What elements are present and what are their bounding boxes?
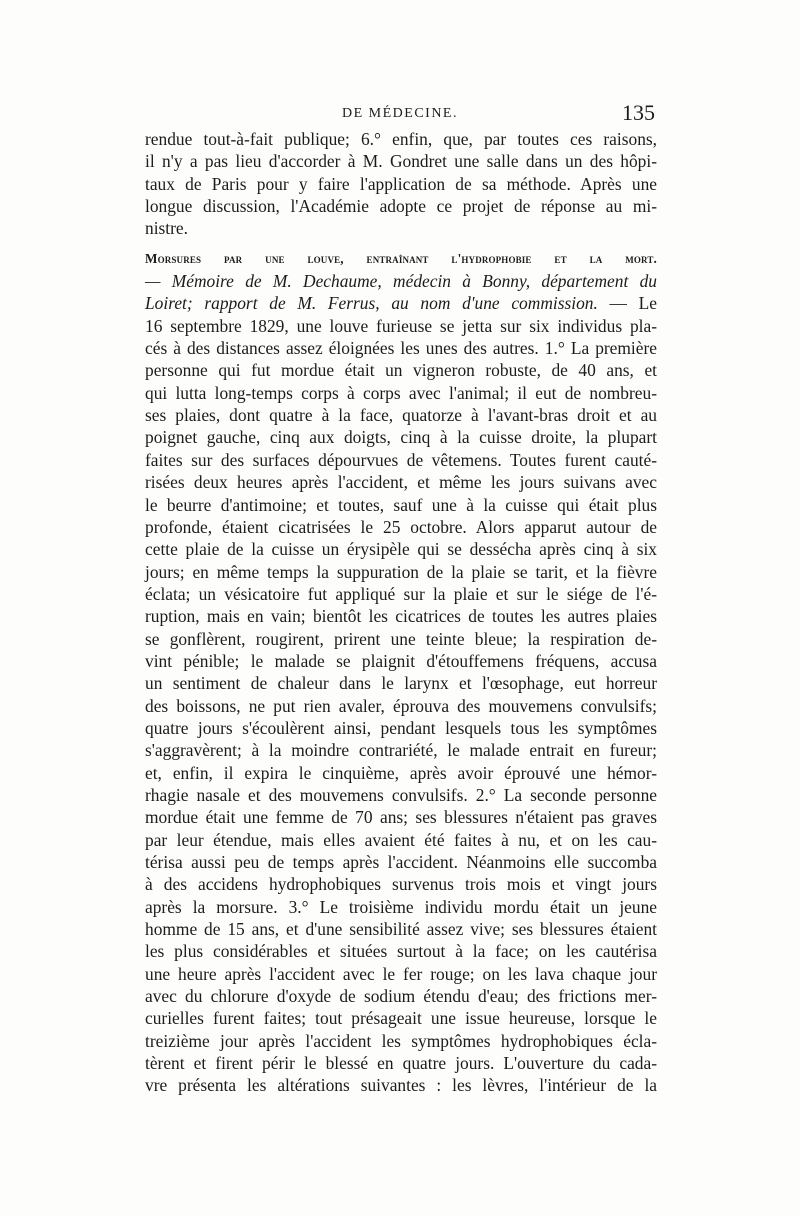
subtitle-italic-part: Loiret; rapport de M. Ferrus, au nom d'une commission.	[145, 293, 598, 314]
text-line: quatre jours s'écoulèrent ainsi, pendant lesquels tous les symptômes	[145, 717, 657, 738]
text-line: mordue était une femme de 70 ans; ses blessures n'étaient pas graves	[145, 807, 657, 828]
text-line: avec du chlorure d'oxyde de sodium étendu d'eau; des frictions mer-	[145, 986, 657, 1007]
text-line: 16 septembre 1829, une louve furieuse se jetta sur six individus pla-	[145, 315, 657, 336]
text-line: nistre.	[145, 218, 188, 239]
text-line: des boissons, ne put rien avaler, éprouva des mouvemens convulsifs;	[145, 695, 657, 716]
text-line: à des accidens hydrophobiques survenus trois mois et vingt jours	[145, 874, 657, 895]
text-line: longue discussion, l'Académie adopte ce projet de réponse au mi-	[145, 196, 657, 217]
text-line: taux de Paris pour y faire l'application de sa méthode. Après une	[145, 173, 657, 194]
text-line: se gonflèrent, rougirent, prirent une teinte bleue; la respiration de-	[145, 628, 657, 649]
text-line: curielles furent faites; tout présageait une issue heureuse, lorsque le	[145, 1008, 657, 1029]
text-line: il n'y a pas lieu d'accorder à M. Gondret une salle dans un des hôpi-	[145, 151, 657, 172]
text-line: ses plaies, dont quatre à la face, quatorze à l'avant-bras droit et au	[145, 405, 657, 426]
section-subtitle-line	[145, 292, 657, 314]
body-text	[145, 128, 657, 1097]
text-line: jours; en même temps la suppuration de la plaie se tarit, et la fièvre	[145, 561, 657, 582]
text-line: une heure après l'accident avec le fer rouge; on les lava chaque jour	[145, 963, 657, 984]
text-line: rendue tout-à-fait publique; 6.° enfin, que, par toutes ces raisons,	[145, 129, 657, 149]
text-line: profonde, étaient cicatrisées le 25 octobre. Alors apparut autour de	[145, 516, 657, 537]
running-title: DE MÉDECINE.	[342, 106, 458, 121]
text-line: qui lutta long-temps corps à corps avec l'animal; il eut de nombreu-	[145, 382, 657, 403]
section-subtitle-line: — Mémoire de M. Dechaume, médecin à Bonny, département du	[145, 271, 657, 292]
text-line: les plus considérables et situées surtout à la face; on les cautérisa	[145, 941, 657, 962]
paragraph-spacer	[145, 240, 657, 248]
text-line: tèrent et firent périr le blessé en quatre jours. L'ouverture du cada-	[145, 1053, 657, 1074]
text-line: risées deux heures après l'accident, et même les jours suivans avec	[145, 472, 657, 493]
text-line: faites sur des surfaces dépourvues de vêtemens. Toutes furent cauté-	[145, 449, 657, 470]
text-line: cés à des distances assez éloignées les unes des autres. 1.° La première	[145, 338, 657, 359]
text-line: s'aggravèrent; à la moindre contrariété, le malade entrait en fureur;	[145, 740, 657, 761]
text-line: homme de 15 ans, et d'une sensibilité assez vive; ses blessures étaient	[145, 919, 657, 940]
text-line: personne qui fut mordue était un vigneron robuste, de 40 ans, et	[145, 360, 657, 381]
text-line: par leur étendue, mais elles avaient été faites à nu, et on les cau-	[145, 829, 657, 850]
running-header	[145, 100, 655, 128]
text-line: le beurre d'antimoine; et toutes, sauf une à la cuisse qui était plus	[145, 494, 657, 515]
section-heading: Morsures par une louve, entraînant l'hydrophobie et la mort.	[145, 250, 657, 266]
text-line: et, enfin, il expira le cinquième, après avoir éprouvé une hémor-	[145, 762, 657, 783]
text-line: vint pénible; le malade se plaignit d'étouffemens fréquens, accusa	[145, 650, 657, 671]
text-line: ruption, mais en vain; bientôt les cicatrices de toutes les autres plaies	[145, 606, 657, 627]
text-line: un sentiment de chaleur dans le larynx et l'œsophage, eut horreur	[145, 673, 657, 694]
text-line: cette plaie de la cuisse un érysipèle qui se dessécha après cinq à six	[145, 539, 657, 560]
text-line: vre présenta les altérations suivantes : les lèvres, l'intérieur de la	[145, 1075, 657, 1096]
text-line: térisa aussi peu de temps après l'accident. Néanmoins elle succomba	[145, 852, 657, 872]
subtitle-roman-part: — Le	[597, 293, 657, 314]
text-line: treizième jour après l'accident les symptômes hydrophobiques écla-	[145, 1030, 657, 1051]
text-line: éclata; un vésicatoire fut appliqué sur la plaie et sur le siége de l'é-	[145, 583, 657, 604]
page-number: 135	[622, 100, 655, 125]
text-line: après la morsure. 3.° Le troisième individu mordu était un jeune	[145, 896, 657, 917]
text-line: rhagie nasale et des mouvemens convulsifs. 2.° La seconde personne	[145, 784, 657, 805]
text-line: poignet gauche, cinq aux doigts, cinq à la cuisse droite, la plupart	[145, 427, 657, 448]
